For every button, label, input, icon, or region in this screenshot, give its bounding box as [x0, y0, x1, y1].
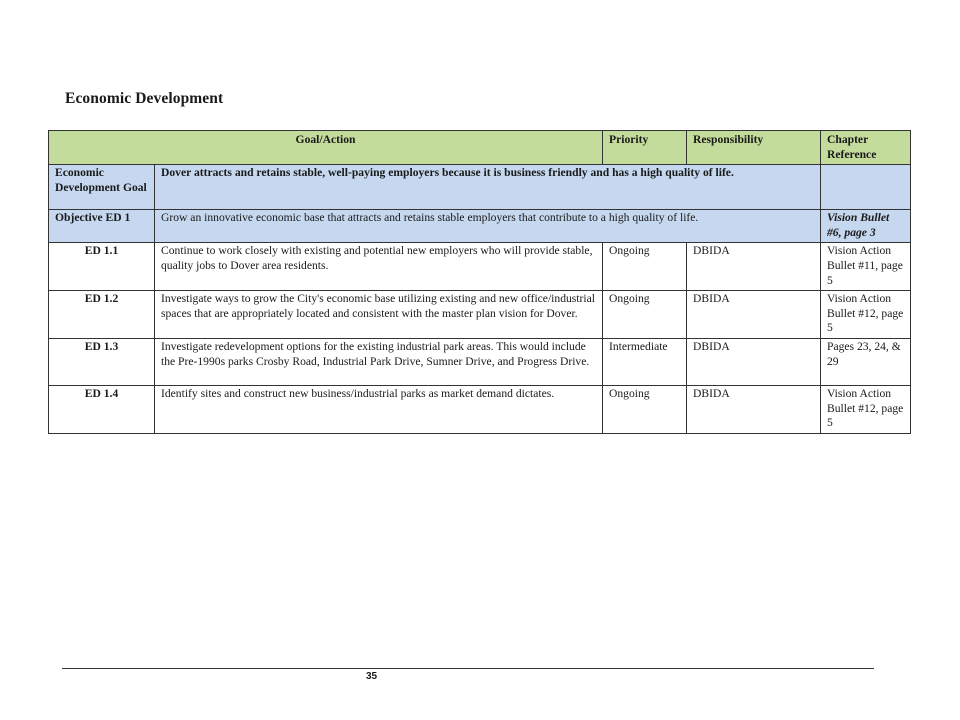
- action-id: ED 1.3: [49, 338, 155, 385]
- action-id: ED 1.1: [49, 243, 155, 291]
- action-reference: Vision Action Bullet #12, page 5: [821, 291, 911, 339]
- page-number: 35: [366, 671, 378, 682]
- header-chapter-reference: Chapter Reference: [821, 131, 911, 165]
- action-priority: Ongoing: [603, 243, 687, 291]
- action-priority: Ongoing: [603, 385, 687, 433]
- header-responsibility: Responsibility: [687, 131, 821, 165]
- table-row: [49, 385, 911, 433]
- table-header-row: [49, 131, 911, 165]
- action-plan-table: [48, 130, 911, 434]
- objective-text: Grow an innovative economic base that attracts and retains stable employers that contribute to a high quality of life.: [155, 210, 821, 243]
- table-row: [49, 291, 911, 339]
- action-id: ED 1.2: [49, 291, 155, 339]
- action-priority: Ongoing: [603, 291, 687, 339]
- action-reference: Vision Action Bullet #12, page 5: [821, 385, 911, 433]
- action-responsibility: DBIDA: [687, 291, 821, 339]
- action-responsibility: DBIDA: [687, 243, 821, 291]
- header-goal-action: Goal/Action: [49, 131, 603, 165]
- action-text: Investigate redevelopment options for the existing industrial park areas. This would include the Pre-1990s parks Crosby Road, Industrial Park Drive, Sumner Drive, and Progress Drive.: [155, 338, 603, 385]
- table-row: [49, 243, 911, 291]
- action-priority: Intermediate: [603, 338, 687, 385]
- goal-reference-cell: [821, 165, 911, 210]
- goal-text: Dover attracts and retains stable, well-paying employers because it is business friendly and has a high quality of life.: [155, 165, 821, 210]
- action-text: Identify sites and construct new business/industrial parks as market demand dictates.: [155, 385, 603, 433]
- action-id: ED 1.4: [49, 385, 155, 433]
- action-text: Investigate ways to grow the City's economic base utilizing existing and new office/industrial spaces that are appropriately located and consistent with the master plan vision for Dover.: [155, 291, 603, 339]
- objective-reference: Vision Bullet #6, page 3: [821, 210, 911, 243]
- action-responsibility: DBIDA: [687, 385, 821, 433]
- action-reference: Pages 23, 24, & 29: [821, 338, 911, 385]
- header-priority: Priority: [603, 131, 687, 165]
- section-title: Economic Development: [65, 90, 224, 107]
- table-row: [49, 338, 911, 385]
- action-reference: Vision Action Bullet #11, page 5: [821, 243, 911, 291]
- footer-divider: [62, 668, 874, 669]
- goal-label: Economic Development Goal: [49, 165, 155, 210]
- goal-row: [49, 165, 911, 210]
- objective-label: Objective ED 1: [49, 210, 155, 243]
- action-text: Continue to work closely with existing and potential new employers who will provide stable, quality jobs to Dover area residents.: [155, 243, 603, 291]
- objective-row: [49, 210, 911, 243]
- action-responsibility: DBIDA: [687, 338, 821, 385]
